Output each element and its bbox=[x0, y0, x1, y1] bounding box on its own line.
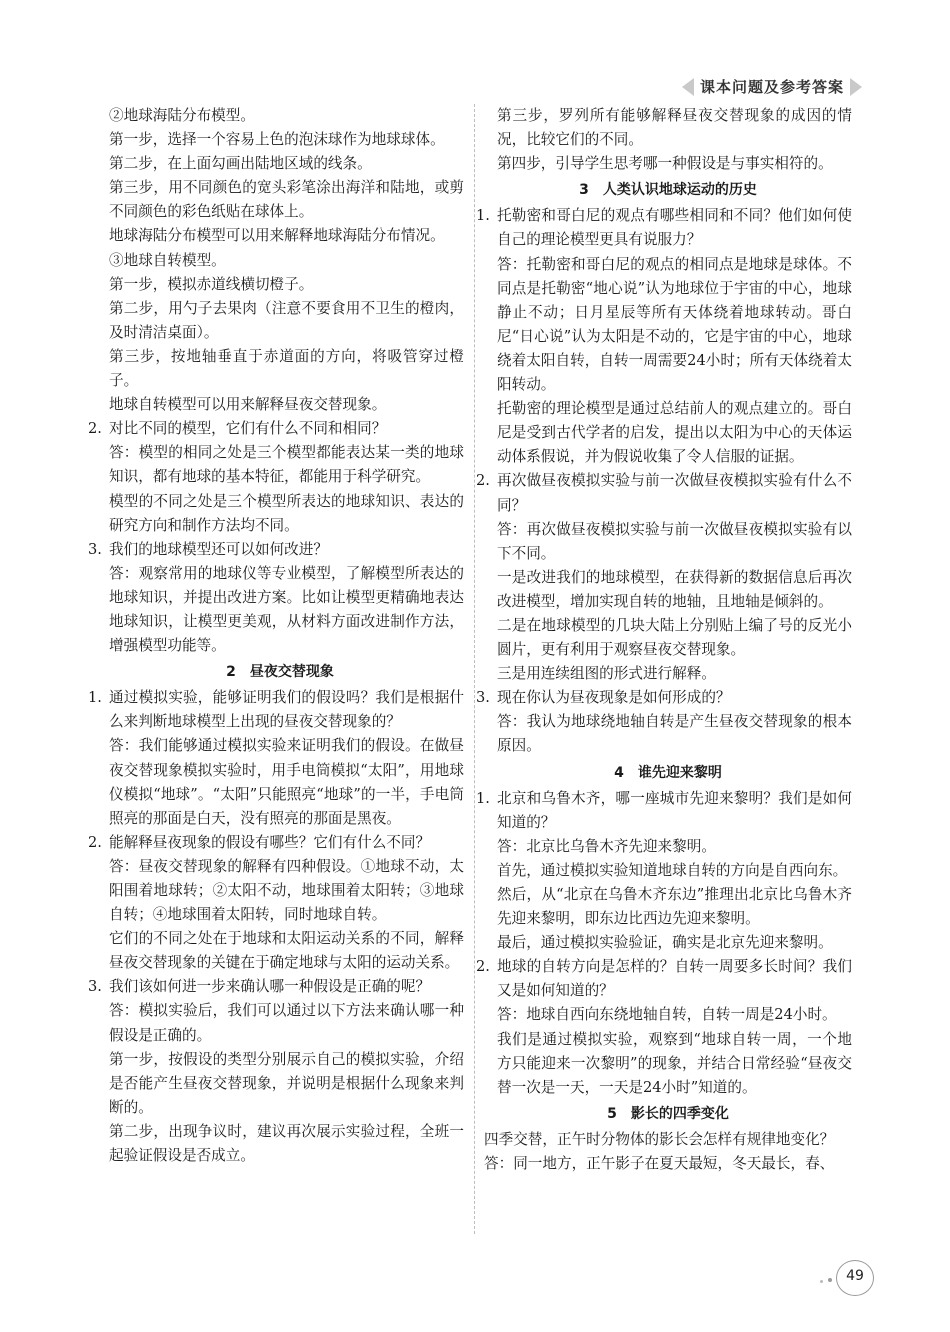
paragraph: 第三步，用不同颜色的宽头彩笔涂出海洋和陆地，或剪不同颜色的彩色纸贴在球体上。 bbox=[109, 179, 464, 221]
decor-dot-icon bbox=[820, 1280, 823, 1283]
question-number: 1. bbox=[476, 207, 490, 225]
question-item bbox=[88, 831, 464, 855]
paragraph: 最后，通过模拟实验验证，确实是北京先迎来黎明。 bbox=[497, 934, 833, 952]
section-heading: 2 昼夜交替现象 bbox=[226, 664, 334, 681]
paragraph: 第三步，按地轴垂直于赤道面的方向，将吸管穿过橙子。 bbox=[109, 347, 464, 390]
paragraph: 答：我认为地球绕地轴自转是产生昼夜交替现象的根本原因。 bbox=[497, 713, 852, 755]
question-item bbox=[476, 787, 852, 835]
paragraph: 第四步，引导学生思考哪一种假设是与事实相符的。 bbox=[497, 155, 833, 173]
paragraph: ③地球自转模型。 bbox=[109, 251, 226, 269]
paragraph: 第二步，出现争议时，建议再次展示实验过程，全班一起验证假设是否成立。 bbox=[109, 1122, 464, 1165]
page-number-badge bbox=[826, 1258, 874, 1298]
paragraph: 答：模型的相同之处是三个模型都能表达某一类的地球知识，都有地球的基本特征，都能用于科学研究。 bbox=[109, 444, 464, 486]
paragraph: 答：北京比乌鲁木齐先迎来黎明。 bbox=[497, 837, 716, 855]
question-item bbox=[476, 955, 852, 1003]
section-heading: 4 谁先迎来黎明 bbox=[614, 764, 722, 781]
header-title: 课本问题及参考答案 bbox=[699, 78, 844, 96]
right-column bbox=[476, 104, 852, 1176]
paragraph: 答：再次做昼夜模拟实验与前一次做昼夜模拟实验有以下不同。 bbox=[497, 520, 852, 562]
paragraph: 模型的不同之处是三个模型所表达的地球知识、表达的研究方向和制作方法均不同。 bbox=[109, 492, 464, 534]
question-text: 能解释昼夜现象的假设有哪些？它们有什么不同？ bbox=[109, 833, 431, 851]
question-text: 现在你认为昼夜现象是如何形成的？ bbox=[497, 689, 731, 707]
column-divider bbox=[474, 104, 475, 1234]
paragraph: 第三步，罗列所有能够解释昼夜交替现象的成因的情况，比较它们的不同。 bbox=[497, 107, 852, 149]
question-item bbox=[476, 469, 852, 517]
question-item bbox=[88, 686, 464, 734]
paragraph: 第一步，按假设的类型分别展示自己的模拟实验，介绍是否能产生昼夜交替现象，并说明是根据什么现象来判断的。 bbox=[109, 1050, 464, 1116]
paragraph: 答：我们能够通过模拟实验来证明我们的假设。在做昼夜交替现象模拟实验时，用手电筒模拟“太阳”，用地球仪模拟“地球”。“太阳”只能照亮“地球”的一半，手电筒照亮的那面是白天，没有照亮的那面是黑夜。 bbox=[109, 737, 464, 827]
page-number: 49 bbox=[846, 1268, 864, 1284]
paragraph: 第一步，选择一个容易上色的泡沫球作为地球球体。 bbox=[109, 131, 445, 149]
paragraph: 三是用连续组图的形式进行解释。 bbox=[497, 665, 716, 683]
question-item bbox=[88, 538, 464, 562]
question-item bbox=[476, 686, 852, 710]
section-heading: 5 影长的四季变化 bbox=[607, 1105, 729, 1122]
paragraph: 托勒密的理论模型是通过总结前人的观点建立的。哥白尼是受到古代学者的启发，提出以太阳为中心的天体运动体系假说，并为假说收集了令人信服的证据。 bbox=[497, 400, 852, 466]
question-number: 2. bbox=[476, 958, 490, 976]
paragraph: 地球自转模型可以用来解释昼夜交替现象。 bbox=[109, 396, 387, 414]
question-item bbox=[88, 975, 464, 999]
question-number: 2. bbox=[88, 420, 102, 438]
paragraph: 答：模拟实验后，我们可以通过以下方法来确认哪一种假设是正确的。 bbox=[109, 1002, 464, 1044]
paragraph: 第二步，在上面勾画出陆地区域的线条。 bbox=[109, 155, 372, 173]
section-heading: 3 人类认识地球运动的历史 bbox=[579, 182, 757, 199]
question-text: 通过模拟实验，能够证明我们的假设吗？我们是根据什么来判断地球模型上出现的昼夜交替现象的？ bbox=[109, 689, 464, 731]
left-column bbox=[88, 104, 464, 1168]
paragraph: 答：同一地方，正午影子在夏天最短，冬天最长，春、 bbox=[484, 1155, 835, 1173]
paragraph: 它们的不同之处在于地球和太阳运动关系的不同，解释昼夜交替现象的关键在于确定地球与太阳的运动关系。 bbox=[109, 930, 464, 972]
question-number: 3. bbox=[88, 978, 102, 996]
paragraph: 四季交替，正午时分物体的影长会怎样有规律地变化？ bbox=[484, 1130, 835, 1148]
question-item bbox=[88, 417, 464, 441]
question-text: 地球的自转方向是怎样的？自转一周要多长时间？我们又是如何知道的？ bbox=[497, 958, 852, 1000]
question-number: 2. bbox=[476, 472, 490, 490]
decor-dot-icon bbox=[828, 1278, 832, 1282]
paragraph: 答：观察常用的地球仪等专业模型，了解模型所表达的地球知识，并提出改进方案。比如让模型更精确地表达地球知识，让模型更美观，从材料方面改进制作方法，增强模型功能等。 bbox=[109, 564, 464, 655]
header-right-triangle-icon bbox=[850, 78, 862, 96]
question-text: 再次做昼夜模拟实验与前一次做昼夜模拟实验有什么不同？ bbox=[497, 472, 852, 514]
header-left-triangle-icon bbox=[682, 78, 694, 96]
paragraph: 答：地球自西向东绕地轴自转，自转一周是24小时。 bbox=[497, 1006, 837, 1024]
paragraph: 我们是通过模拟实验，观察到“地球自转一周，一个地方只能迎来一次黎明”的现象，并结合日常经验“昼夜交替一次是一天，一天是24小时”知道的。 bbox=[497, 1030, 852, 1096]
paragraph: ②地球海陆分布模型。 bbox=[109, 107, 255, 124]
question-number: 1. bbox=[476, 789, 490, 807]
paragraph: 第一步，模拟赤道线横切橙子。 bbox=[109, 275, 314, 293]
paragraph: 二是在地球模型的几块大陆上分别贴上编了号的反光小圆片，更有利用于观察昼夜交替现象。 bbox=[497, 616, 852, 659]
page-header bbox=[682, 76, 862, 97]
question-text: 托勒密和哥白尼的观点有哪些相同和不同？他们如何使自己的理论模型更具有说服力？ bbox=[497, 207, 852, 249]
question-number: 3. bbox=[88, 540, 102, 558]
paragraph: 然后，从“北京在乌鲁木齐东边”推理出北京比乌鲁木齐先迎来黎明，即东边比西边先迎来黎明。 bbox=[497, 886, 852, 928]
question-number: 2. bbox=[88, 833, 102, 851]
question-text: 北京和乌鲁木齐，哪一座城市先迎来黎明？我们是如何知道的？ bbox=[497, 789, 852, 831]
paragraph: 一是改进我们的地球模型，在获得新的数据信息后再次改进模型，增加实现自转的地轴，且地轴是倾斜的。 bbox=[497, 568, 852, 610]
paragraph: 答：托勒密和哥白尼的观点的相同点是地球是球体。不同点是托勒密“地心说”认为地球位于宇宙的中心，地球静止不动；日月星辰等所有天体绕着地球转动。哥白尼“日心说”认为太阳是不动的，它是宇宙的中心，地球绕着太阳自转，自转一周需要24小时；所有天体绕着太阳转动。 bbox=[497, 255, 852, 394]
question-text: 对比不同的模型，它们有什么不同和相同？ bbox=[109, 420, 387, 438]
paragraph: 第二步，用勺子去果肉（注意不要食用不卫生的橙肉，及时清洁桌面）。 bbox=[109, 299, 464, 341]
question-number: 3. bbox=[476, 689, 490, 707]
paragraph: 答：昼夜交替现象的解释有四种假设。①地球不动，太阳围着地球转；②太阳不动，地球围着太阳转；③地球自转；④地球围着太阳转，同时地球自转。 bbox=[109, 857, 464, 924]
paragraph: 地球海陆分布模型可以用来解释地球海陆分布情况。 bbox=[109, 227, 445, 245]
question-number: 1. bbox=[88, 689, 102, 707]
question-text: 我们的地球模型还可以如何改进？ bbox=[109, 540, 328, 558]
question-item bbox=[476, 204, 852, 252]
question-text: 我们该如何进一步来确认哪一种假设是正确的呢？ bbox=[109, 978, 431, 996]
paragraph: 首先，通过模拟实验知道地球自转的方向是自西向东。 bbox=[497, 861, 848, 879]
